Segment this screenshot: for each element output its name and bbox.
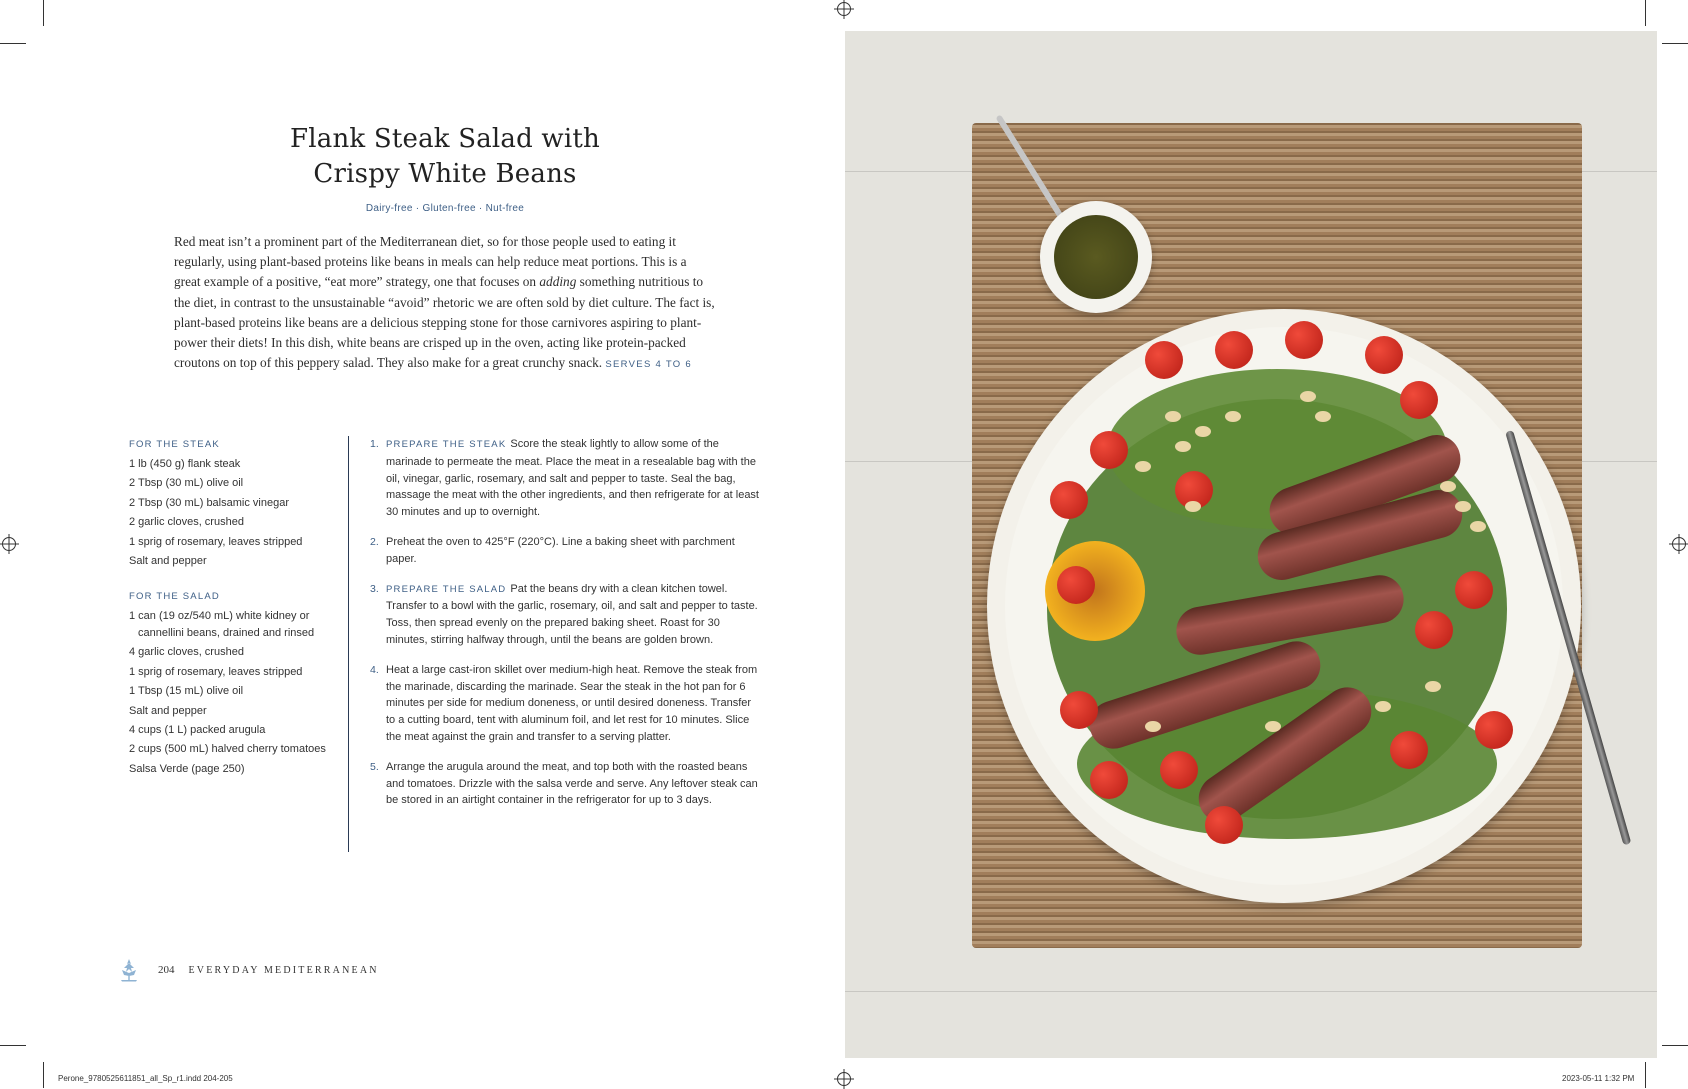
- method-step: [370, 581, 762, 649]
- method-step: [370, 662, 762, 746]
- ingredient-item: 1 can (19 oz/540 mL) white kidney or cannellini beans, drained and rinsed: [129, 610, 315, 639]
- sauce-ramekin: [1040, 201, 1152, 313]
- intro-emphasis: adding: [539, 274, 577, 290]
- step-label: PREPARE THE SALAD: [386, 583, 507, 595]
- registration-mark-icon: [837, 1072, 851, 1086]
- food-photo: [845, 31, 1657, 1058]
- method-step: [370, 436, 762, 521]
- crop-mark: [1645, 0, 1646, 26]
- recipe-title-line2: Crispy White Beans: [313, 159, 577, 189]
- ingredients-steak: [129, 436, 339, 572]
- step-number: 5.: [370, 760, 379, 773]
- ingredient-item: Salt and pepper: [129, 704, 207, 717]
- method-steps: [370, 436, 762, 822]
- ingredient-item: Salsa Verde (page 250): [129, 762, 245, 775]
- book-title: EVERYDAY MEDITERRANEAN: [188, 964, 379, 976]
- ingredient-item: 1 sprig of rosemary, leaves stripped: [129, 665, 303, 678]
- ingredients-steak-heading: FOR THE STEAK: [129, 439, 220, 450]
- ingredient-item: 4 cups (1 L) packed arugula: [129, 723, 266, 736]
- step-text: Preheat the oven to 425°F (220°C). Line a baking sheet with parchment paper.: [386, 535, 735, 565]
- step-label: PREPARE THE STEAK: [386, 439, 507, 450]
- crop-mark: [1662, 43, 1688, 44]
- step-text: Arrange the arugula around the meat, and top both with the roasted beans and tomatoes. Drizzle with the salsa verde and serve. Any leftover steak can be stored in an airtight container in the refrigerator for up to 3 days.: [386, 760, 758, 807]
- page-number: 204: [158, 964, 175, 976]
- serves-label: SERVES 4 TO 6: [605, 359, 693, 371]
- ingredient-item: Salt and pepper: [129, 554, 207, 567]
- registration-mark-icon: [837, 2, 851, 16]
- crop-mark: [0, 43, 26, 44]
- ingredients-salad-heading: FOR THE SALAD: [129, 591, 220, 602]
- ingredients-salad-list: [129, 608, 339, 778]
- crop-mark: [1645, 1062, 1646, 1088]
- steps-list: [370, 436, 762, 809]
- crop-mark: [1662, 1045, 1688, 1046]
- intro-text-2: something nutritious to the diet, in contrast to the unsustainable “avoid” rhetoric we are often sold by diet culture. The fact is, plant-based proteins like beans are a delicious stepping stone for those carnivores aspiring to plant-power their diets! In this dish, white beans are crisped up in the oven, acting like protein-packed croutons on top of this peppery salad. They also make for a great crunchy snack.: [174, 274, 715, 371]
- step-text: Heat a large cast-iron skillet over medium-high heat. Remove the steak from the marinade, discarding the marinade. Sear the steak in the hot pan for 6 minutes per side for medium doneness, or until desired doneness. Transfer to a cutting board, tent with aluminum foil, and let rest for 10 minutes. Slice the meat against the grain and transfer to a serving platter.: [386, 663, 758, 743]
- dietary-tags: Dairy-free · Gluten-free · Nut-free: [365, 203, 525, 214]
- step-number: 4.: [370, 663, 379, 676]
- ingredient-item: 4 garlic cloves, crushed: [129, 646, 244, 659]
- slug-file: Perone_9780525611851_all_Sp_r1.indd 204-205: [58, 1074, 233, 1083]
- method-step: [370, 534, 762, 568]
- crop-mark: [43, 0, 44, 26]
- registration-mark-icon: [1672, 537, 1686, 551]
- method-step: [370, 759, 762, 809]
- crop-mark: [0, 1045, 26, 1046]
- ingredients-salad: [129, 588, 339, 780]
- recipe-intro: [174, 232, 716, 375]
- ingredient-item: 2 Tbsp (30 mL) balsamic vinegar: [129, 496, 289, 509]
- recipe-title-line1: Flank Steak Salad with: [290, 124, 600, 154]
- ingredient-item: 2 Tbsp (30 mL) olive oil: [129, 477, 244, 490]
- slug-date: 2023-05-11 1:32 PM: [1562, 1074, 1635, 1083]
- step-number: 2.: [370, 535, 379, 548]
- ingredient-item: 2 garlic cloves, crushed: [129, 516, 244, 529]
- step-number: 1.: [370, 438, 379, 450]
- ingredient-item: 1 Tbsp (15 mL) olive oil: [129, 685, 244, 698]
- ingredients-steak-list: [129, 456, 339, 570]
- registration-mark-icon: [2, 537, 16, 551]
- step-text: Score the steak lightly to allow some of the marinade to permeate the meat. Place the meat in a resealable bag with the oil, vinegar, garlic, rosemary, and salt and pepper to taste. Seal the bag, massage the meat with the other ingredients, and then refrigerate for at least 30 minutes and up to overnight.: [386, 438, 759, 519]
- intro-text-1: Red meat isn’t a prominent part of the Mediterranean diet, so for those people used to eating it regularly, using plant-based proteins like beans in meals can help reduce meat portions. This is a great example of a positive, “eat more” strategy, one that focuses on: [174, 234, 687, 290]
- ingredient-item: 2 cups (500 mL) halved cherry tomatoes: [129, 743, 326, 756]
- page-footer: [118, 958, 379, 982]
- recipe-title: [240, 122, 650, 192]
- column-divider: [348, 436, 349, 852]
- step-number: 3.: [370, 582, 379, 595]
- ingredient-item: 1 sprig of rosemary, leaves stripped: [129, 535, 303, 548]
- ingredient-item: 1 lb (450 g) flank steak: [129, 458, 241, 470]
- crop-mark: [43, 1062, 44, 1088]
- flower-logo-icon: [118, 958, 140, 982]
- step-text: Pat the beans dry with a clean kitchen towel. Transfer to a bowl with the garlic, rosemary, oil, and salt and pepper to taste. Toss, then spread evenly on the prepared baking sheet. Roast for 30 minutes, stirring halfway through, until the beans are golden brown.: [386, 582, 758, 646]
